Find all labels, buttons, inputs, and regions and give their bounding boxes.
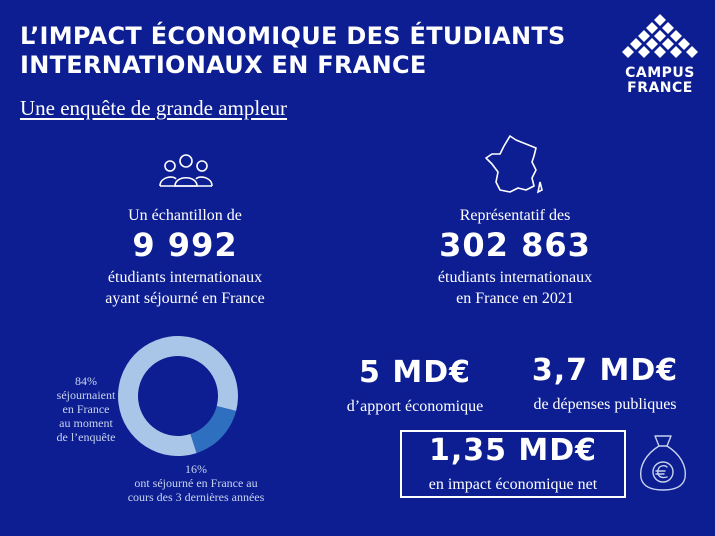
sample-label-line-2: ayant séjourné en France — [105, 290, 265, 307]
donut-left-percent: 84% — [75, 374, 97, 388]
title-line-1: L’IMPACT ÉCONOMIQUE DES ÉTUDIANTS — [20, 22, 566, 50]
representative-label-top: Représentatif des — [459, 207, 571, 224]
france-map-icon — [482, 132, 546, 196]
logo-text-france: FRANCE — [627, 80, 693, 96]
representative-label-line-2: en France en 2021 — [456, 290, 574, 307]
money-bag-euro-icon — [636, 432, 690, 492]
donut-left-line-4: de l’enquête — [56, 430, 116, 444]
title-line-2: INTERNATIONAUX EN FRANCE — [20, 51, 427, 79]
people-group-icon — [156, 152, 216, 190]
page-title — [20, 22, 566, 80]
spending-value: 3,7 MD€ — [531, 353, 679, 388]
logo-text-campus: CAMPUS — [625, 65, 695, 81]
donut-right-annotation — [96, 462, 296, 504]
spending-label: de dépenses publiques — [533, 396, 677, 413]
net-impact-value: 1,35 MD€ — [428, 433, 598, 468]
contribution-value: 5 MD€ — [359, 355, 471, 390]
donut-slice-16 — [190, 406, 236, 453]
donut-left-line-3: au moment — [59, 416, 113, 430]
representative-label-line-1: étudiants internationaux — [437, 269, 593, 286]
representative-value: 302 863 — [439, 226, 591, 264]
contribution-label: d’apport économique — [346, 398, 484, 415]
donut-left-line-1: séjournaient — [56, 388, 116, 402]
sample-label-line-1: étudiants internationaux — [107, 269, 263, 286]
sample-label-top: Un échantillon de — [128, 207, 242, 224]
donut-right-line-1: ont séjourné en France au — [134, 476, 258, 490]
donut-right-percent: 16% — [185, 462, 207, 476]
donut-left-annotation — [36, 374, 136, 444]
campus-france-logo — [620, 12, 700, 96]
donut-left-line-2: en France — [62, 402, 110, 416]
donut-right-line-2: cours des 3 dernières années — [127, 490, 265, 504]
diamond-pattern-icon — [620, 12, 700, 66]
net-impact-label: en impact économique net — [428, 476, 598, 493]
sample-value: 9 992 — [132, 226, 238, 264]
page-subtitle: Une enquête de grande ampleur — [20, 96, 288, 120]
